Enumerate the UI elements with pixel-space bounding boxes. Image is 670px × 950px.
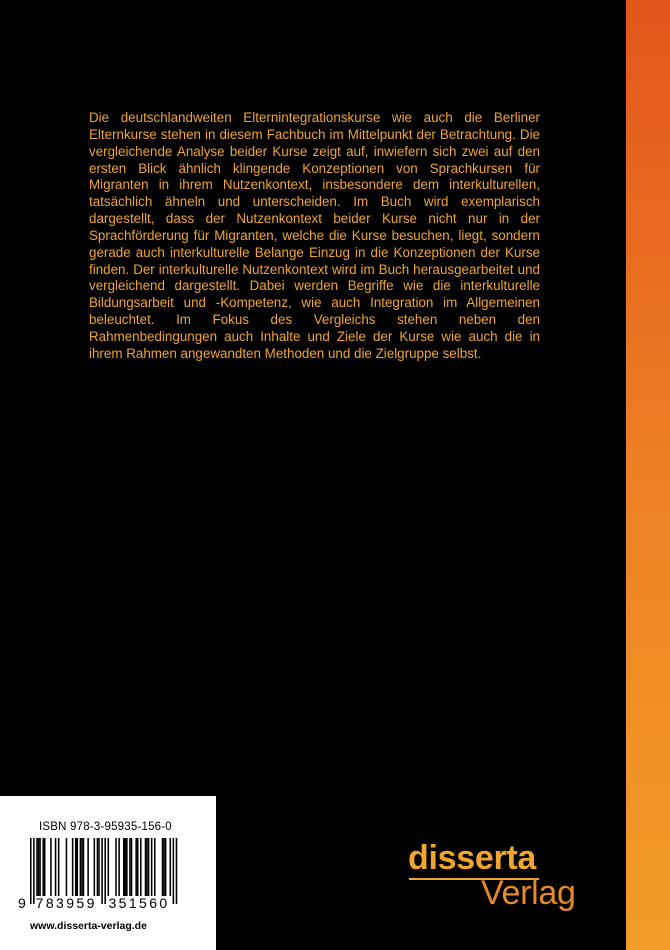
barcode-bar bbox=[80, 838, 82, 896]
barcode-bar bbox=[145, 838, 147, 896]
barcode-bar bbox=[148, 838, 150, 896]
barcode-digits-left: 783959 bbox=[35, 895, 97, 911]
back-cover-blurb: Die deutschlandweiten Elternintegrationskurse wie auch die Berliner Elternkurse stehen in diesem Fachbuch im Mittelpunkt der Betrachtung. Die vergleichende Analyse beider Kurse zeigt auf, inwiefern sich zwei auf den ersten Blick ähnlich klingende Konzeptionen von Sprachkursen für Migranten in ihrem Nutzenkontext, insbesondere dem interkulturellen, tatsächlich ähneln und unterscheiden. Im Buch wird exemplarisch dargestellt, dass der Nutzenkontext beider Kurse nicht nur in der Sprachförderung für Migranten, welche die Kurse besuchen, liegt, sondern gerade auch interkulturelle Belange Einzug in die Konzeptionen der Kurse finden. Der interkulturelle Nutzenkontext wird im Buch herausgearbeitet und vergleichend dargestellt. Dabei werden Begriffe wie die interkulturelle Bildungsarbeit und -Kompetenz, wie auch Integration im Allgemeinen beleuchtet. Im Fokus des Vergleichs stehen neben den Rahmenbedingungen auch Inhalte und Ziele der Kurse wie auch die in ihrem Rahmen angewandten Methoden und die Zielgruppe selbst. bbox=[89, 110, 540, 361]
barcode-bar bbox=[30, 838, 32, 904]
barcode-bar bbox=[44, 838, 46, 896]
barcode-bar bbox=[163, 838, 165, 896]
barcode-bar bbox=[66, 838, 68, 896]
barcode-bar bbox=[115, 838, 117, 896]
barcode-bar bbox=[123, 838, 125, 896]
barcode-bar bbox=[154, 838, 156, 896]
barcode-bar bbox=[39, 838, 41, 896]
barcode-bar bbox=[129, 838, 131, 896]
barcode-bar bbox=[77, 838, 79, 896]
logo-disserta: disserta bbox=[408, 839, 537, 877]
barcode-bar bbox=[55, 838, 57, 896]
publisher-website: www.disserta-verlag.de bbox=[30, 920, 147, 932]
barcode-bar bbox=[83, 838, 85, 896]
spine-stripe bbox=[626, 0, 670, 950]
barcode-bar bbox=[126, 838, 128, 896]
barcode-bar bbox=[108, 838, 110, 896]
barcode-digit-first: 9 bbox=[18, 895, 29, 911]
barcode-bar bbox=[101, 838, 103, 904]
barcode-bar bbox=[36, 838, 38, 896]
barcode-bar bbox=[125, 838, 127, 896]
isbn-label: ISBN 978-3-95935-156-0 bbox=[39, 821, 172, 833]
barcode-bar bbox=[87, 838, 89, 896]
publisher-logo bbox=[408, 840, 608, 920]
barcode-bar bbox=[173, 838, 175, 904]
barcode-bar bbox=[135, 838, 137, 896]
barcode-bar bbox=[151, 838, 153, 896]
barcode-bar bbox=[75, 838, 77, 896]
barcode-bar bbox=[140, 838, 142, 896]
barcode-panel bbox=[0, 796, 216, 950]
logo-verlag: Verlag bbox=[481, 874, 576, 912]
barcode-bar bbox=[162, 838, 164, 896]
barcode-bar bbox=[104, 838, 106, 904]
barcode-bar bbox=[38, 838, 40, 896]
barcode-digits-right: 351560 bbox=[108, 895, 170, 911]
barcode-bar bbox=[97, 838, 99, 896]
barcode-bar bbox=[81, 838, 83, 896]
barcode-bar bbox=[50, 838, 52, 896]
barcode-bar bbox=[165, 838, 167, 896]
barcode-bar bbox=[137, 838, 139, 896]
barcode-bar bbox=[118, 838, 120, 896]
barcode-bar bbox=[72, 838, 74, 896]
barcode-bar bbox=[146, 838, 148, 896]
barcode-bar bbox=[98, 838, 100, 896]
barcode-bar bbox=[131, 838, 133, 896]
barcode-bar bbox=[94, 838, 96, 896]
barcode-bar bbox=[170, 838, 172, 896]
barcode-bar bbox=[33, 838, 35, 904]
barcode-bar bbox=[176, 838, 178, 904]
barcode-bar bbox=[58, 838, 60, 896]
barcode-bar bbox=[42, 838, 44, 896]
